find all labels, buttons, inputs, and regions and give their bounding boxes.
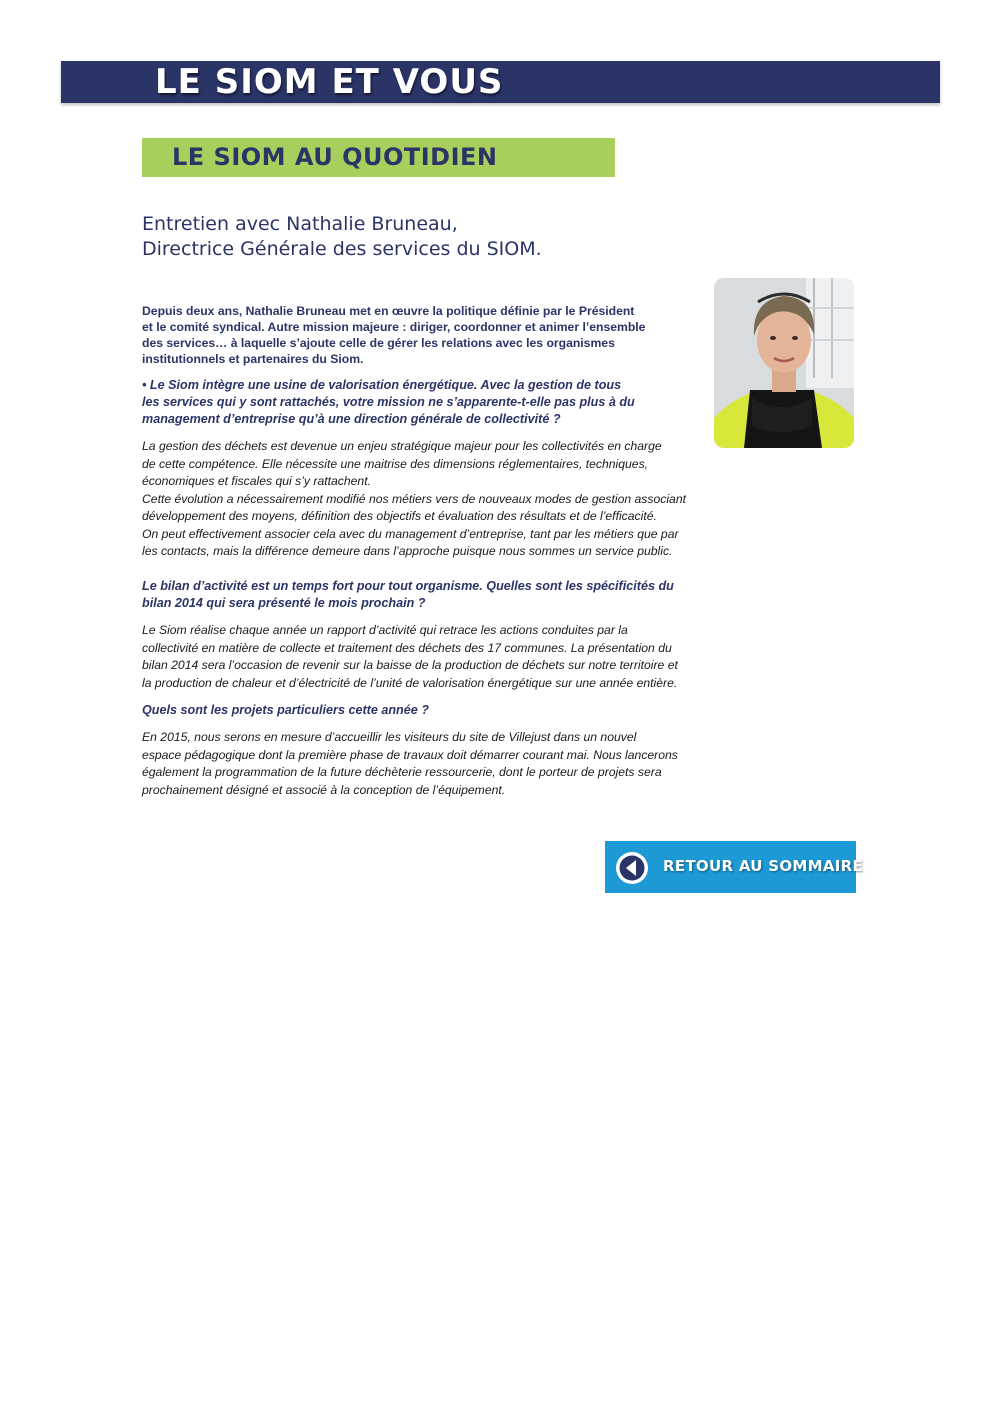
interview-title-line: Entretien avec Nathalie Bruneau, bbox=[142, 213, 458, 235]
question-line: les services qui y sont rattachés, votre mission ne s’apparente-t-elle pas plus à du bbox=[142, 395, 635, 409]
answer-line: de cette compétence. Elle nécessite une maitrise des dimensions réglementaires, techniques, bbox=[142, 456, 649, 471]
answer-line: En 2015, nous serons en mesure d’accueillir les visiteurs du site de Villejust dans un nouvel bbox=[142, 730, 637, 744]
intro-line: et le comité syndical. Autre mission majeure : diriger, coordonner et animer l’ensemble bbox=[142, 320, 646, 334]
question-line: • Le Siom intègre une usine de valorisation énergétique. Avec la gestion de tous bbox=[142, 378, 622, 392]
answer-line: prochainement désigné et associé à la conception de l’équipement. bbox=[142, 782, 506, 797]
answer-line: La gestion des déchets est devenue un enjeu stratégique majeur pour les collectivités en charge bbox=[142, 439, 662, 453]
page-title: LE SIOM ET VOUS bbox=[155, 62, 504, 102]
question-line: bilan 2014 qui sera présenté le mois prochain ? bbox=[142, 596, 426, 610]
answer-line: Le Siom réalise chaque année un rapport d’activité qui retrace les actions conduites par la bbox=[142, 623, 628, 637]
answer-line: espace pédagogique dont la première phase de travaux doit démarrer courant mai. Nous lancerons bbox=[142, 747, 678, 762]
back-to-contents-label: RETOUR AU SOMMAIRE bbox=[663, 857, 864, 875]
answer-line: bilan 2014 sera l’occasion de revenir sur la baisse de la production de déchets sur notre territoire et bbox=[142, 658, 678, 672]
interview-title-line: Directrice Générale des services du SIOM. bbox=[142, 238, 542, 260]
question-line: Quels sont les projets particuliers cette année ? bbox=[142, 703, 429, 717]
answer-2 bbox=[142, 622, 678, 692]
answer-3 bbox=[142, 729, 678, 799]
intro-line: institutionnels et partenaires du Siom. bbox=[142, 352, 364, 366]
answer-line: économiques et fiscales qui s’y rattachent. bbox=[142, 474, 371, 488]
back-to-contents-button[interactable] bbox=[605, 841, 864, 893]
question-line: Le bilan d’activité est un temps fort pour tout organisme. Quelles sont les spécificités du bbox=[142, 579, 674, 593]
arrow-left-circle-icon bbox=[615, 851, 649, 885]
question-1 bbox=[142, 377, 635, 428]
answer-line: les contacts, mais la différence demeure dans l’approche puisque nous sommes un service public. bbox=[142, 544, 673, 558]
intro-paragraph bbox=[142, 303, 645, 367]
section-title: LE SIOM AU QUOTIDIEN bbox=[172, 143, 498, 171]
portrait-photo bbox=[714, 278, 854, 448]
answer-1 bbox=[142, 438, 686, 561]
question-2 bbox=[142, 578, 674, 612]
section-header-band bbox=[142, 138, 615, 177]
interview-title bbox=[142, 212, 702, 262]
question-3 bbox=[142, 702, 429, 719]
answer-line: développement des moyens, définition des objectifs et évaluation des résultats et de l’efficacité. bbox=[142, 509, 657, 523]
answer-line: également la programmation de la future déchèterie ressourcerie, dont le porteur de projets sera bbox=[142, 765, 662, 779]
answer-line: collectivité en matière de collecte et traitement des déchets des 17 communes. La présentation du bbox=[142, 640, 672, 655]
answer-line: Cette évolution a nécessairement modifié nos métiers vers de nouveaux modes de gestion associant bbox=[142, 491, 686, 506]
page-header-band bbox=[61, 61, 940, 103]
intro-line: Depuis deux ans, Nathalie Bruneau met en œuvre la politique définie par le Président bbox=[142, 304, 635, 318]
question-line: management d’entreprise qu’à une direction générale de collectivité ? bbox=[142, 412, 561, 426]
answer-line: On peut effectivement associer cela avec du management d’entreprise, tant par les métiers que par bbox=[142, 526, 679, 541]
intro-line: des services… à laquelle s’ajoute celle de gérer les relations avec les organismes bbox=[142, 336, 615, 350]
answer-line: la production de chaleur et d’électricité de l’unité de valorisation énergétique sur une année entière. bbox=[142, 675, 678, 690]
portrait-illustration bbox=[714, 278, 854, 448]
